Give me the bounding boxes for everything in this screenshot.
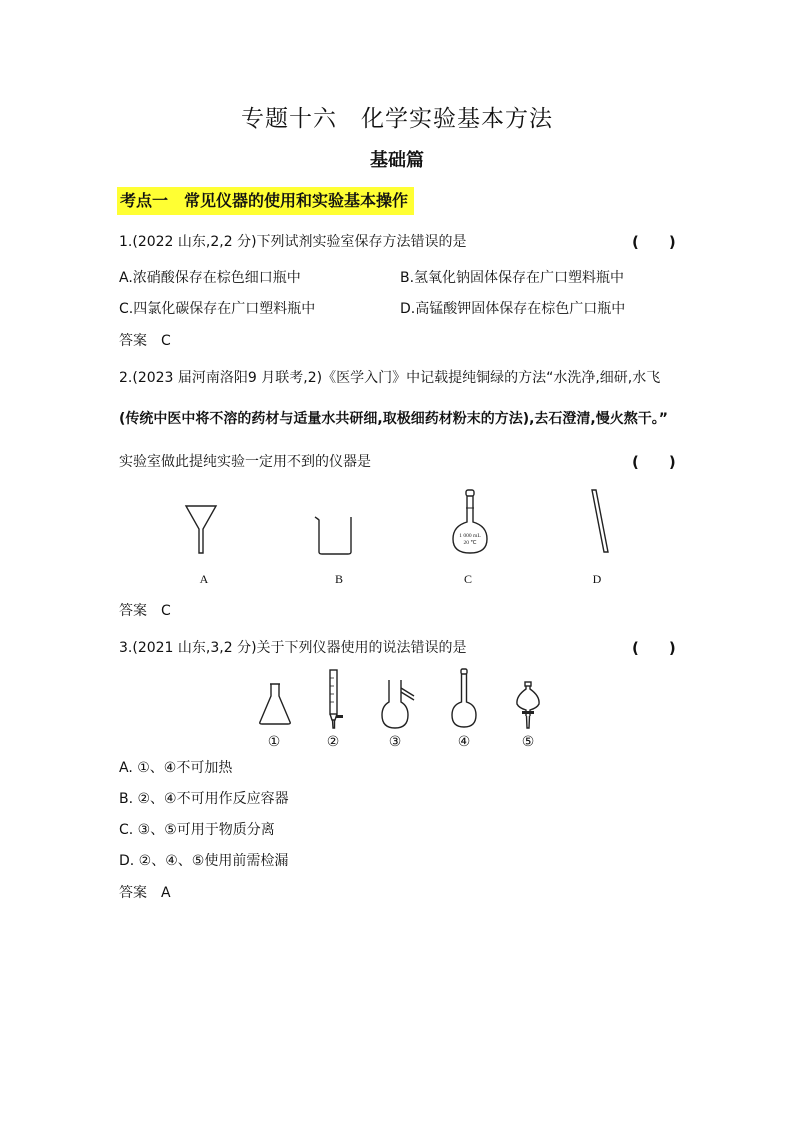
funnel-icon xyxy=(184,503,218,555)
question-1-stem: 1.(2022 山东,2,2 分)下列试剂实验室保存方法错误的是 xyxy=(119,234,467,250)
question-1-option-b: B.氢氧化钠固体保存在广口塑料瓶中 xyxy=(400,270,625,286)
section-heading: 考点一 常见仪器的使用和实验基本操作 xyxy=(117,187,414,215)
question-2-bracket: ( ) xyxy=(632,453,676,471)
volumetric-flask-icon xyxy=(450,488,490,556)
page-subtitle: 基础篇 xyxy=(370,150,424,171)
figure-label-a: A xyxy=(199,572,209,586)
question-1-option-c: C.四氯化碳保存在广口塑料瓶中 xyxy=(119,301,316,317)
question-1-option-d: D.高锰酸钾固体保存在棕色广口瓶中 xyxy=(400,301,626,317)
figure-label-4: ④ xyxy=(457,734,471,750)
figure-label-c: C xyxy=(463,572,472,586)
beaker-icon xyxy=(314,514,356,556)
question-1-bracket: ( ) xyxy=(632,233,676,251)
question-1-option-a: A.浓硝酸保存在棕色细口瓶中 xyxy=(119,270,301,286)
question-3-answer: 答案 A xyxy=(119,885,171,901)
question-3-option-c: C. ③、⑤可用于物质分离 xyxy=(119,822,275,838)
figure-label-b: B xyxy=(334,572,343,586)
figure-label-d: D xyxy=(592,572,602,586)
figure-label-1: ① xyxy=(267,734,281,750)
question-1-answer: 答案 C xyxy=(119,333,171,349)
flask-volume-text: 1 000 mL xyxy=(459,533,481,539)
question-3-bracket: ( ) xyxy=(632,639,676,657)
question-2-stem-line-1: 2.(2023 届河南洛阳9 月联考,2)《医学入门》中记载提纯铜绿的方法“水洗净,细研,水飞 xyxy=(119,370,661,386)
flask-temperature-text: 20 ℃ xyxy=(463,540,477,546)
burette-icon xyxy=(322,668,346,730)
separatory-funnel-icon xyxy=(513,680,543,730)
distillation-flask-icon xyxy=(380,678,416,730)
question-2-stem-line-3: 实验室做此提纯实验一定用不到的仪器是 xyxy=(119,454,371,470)
figure-label-2: ② xyxy=(326,734,340,750)
question-3-option-b: B. ②、④不可用作反应容器 xyxy=(119,791,289,807)
page-title: 专题十六 化学实验基本方法 xyxy=(241,106,553,132)
question-2-stem-line-2: (传统中医中将不溶的药材与适量水共研细,取极细药材粉末的方法),去石澄清,慢火熬干。” xyxy=(119,411,668,427)
glass-rod-icon xyxy=(588,488,612,556)
question-2-answer: 答案 C xyxy=(119,603,171,619)
figure-label-5: ⑤ xyxy=(521,734,535,750)
question-3-option-d: D. ②、④、⑤使用前需检漏 xyxy=(119,853,289,869)
volumetric-flask-small-icon xyxy=(449,668,479,730)
conical-flask-icon xyxy=(258,682,292,726)
figure-label-3: ③ xyxy=(388,734,402,750)
question-3-stem: 3.(2021 山东,3,2 分)关于下列仪器使用的说法错误的是 xyxy=(119,640,467,656)
question-3-option-a: A. ①、④不可加热 xyxy=(119,760,233,776)
